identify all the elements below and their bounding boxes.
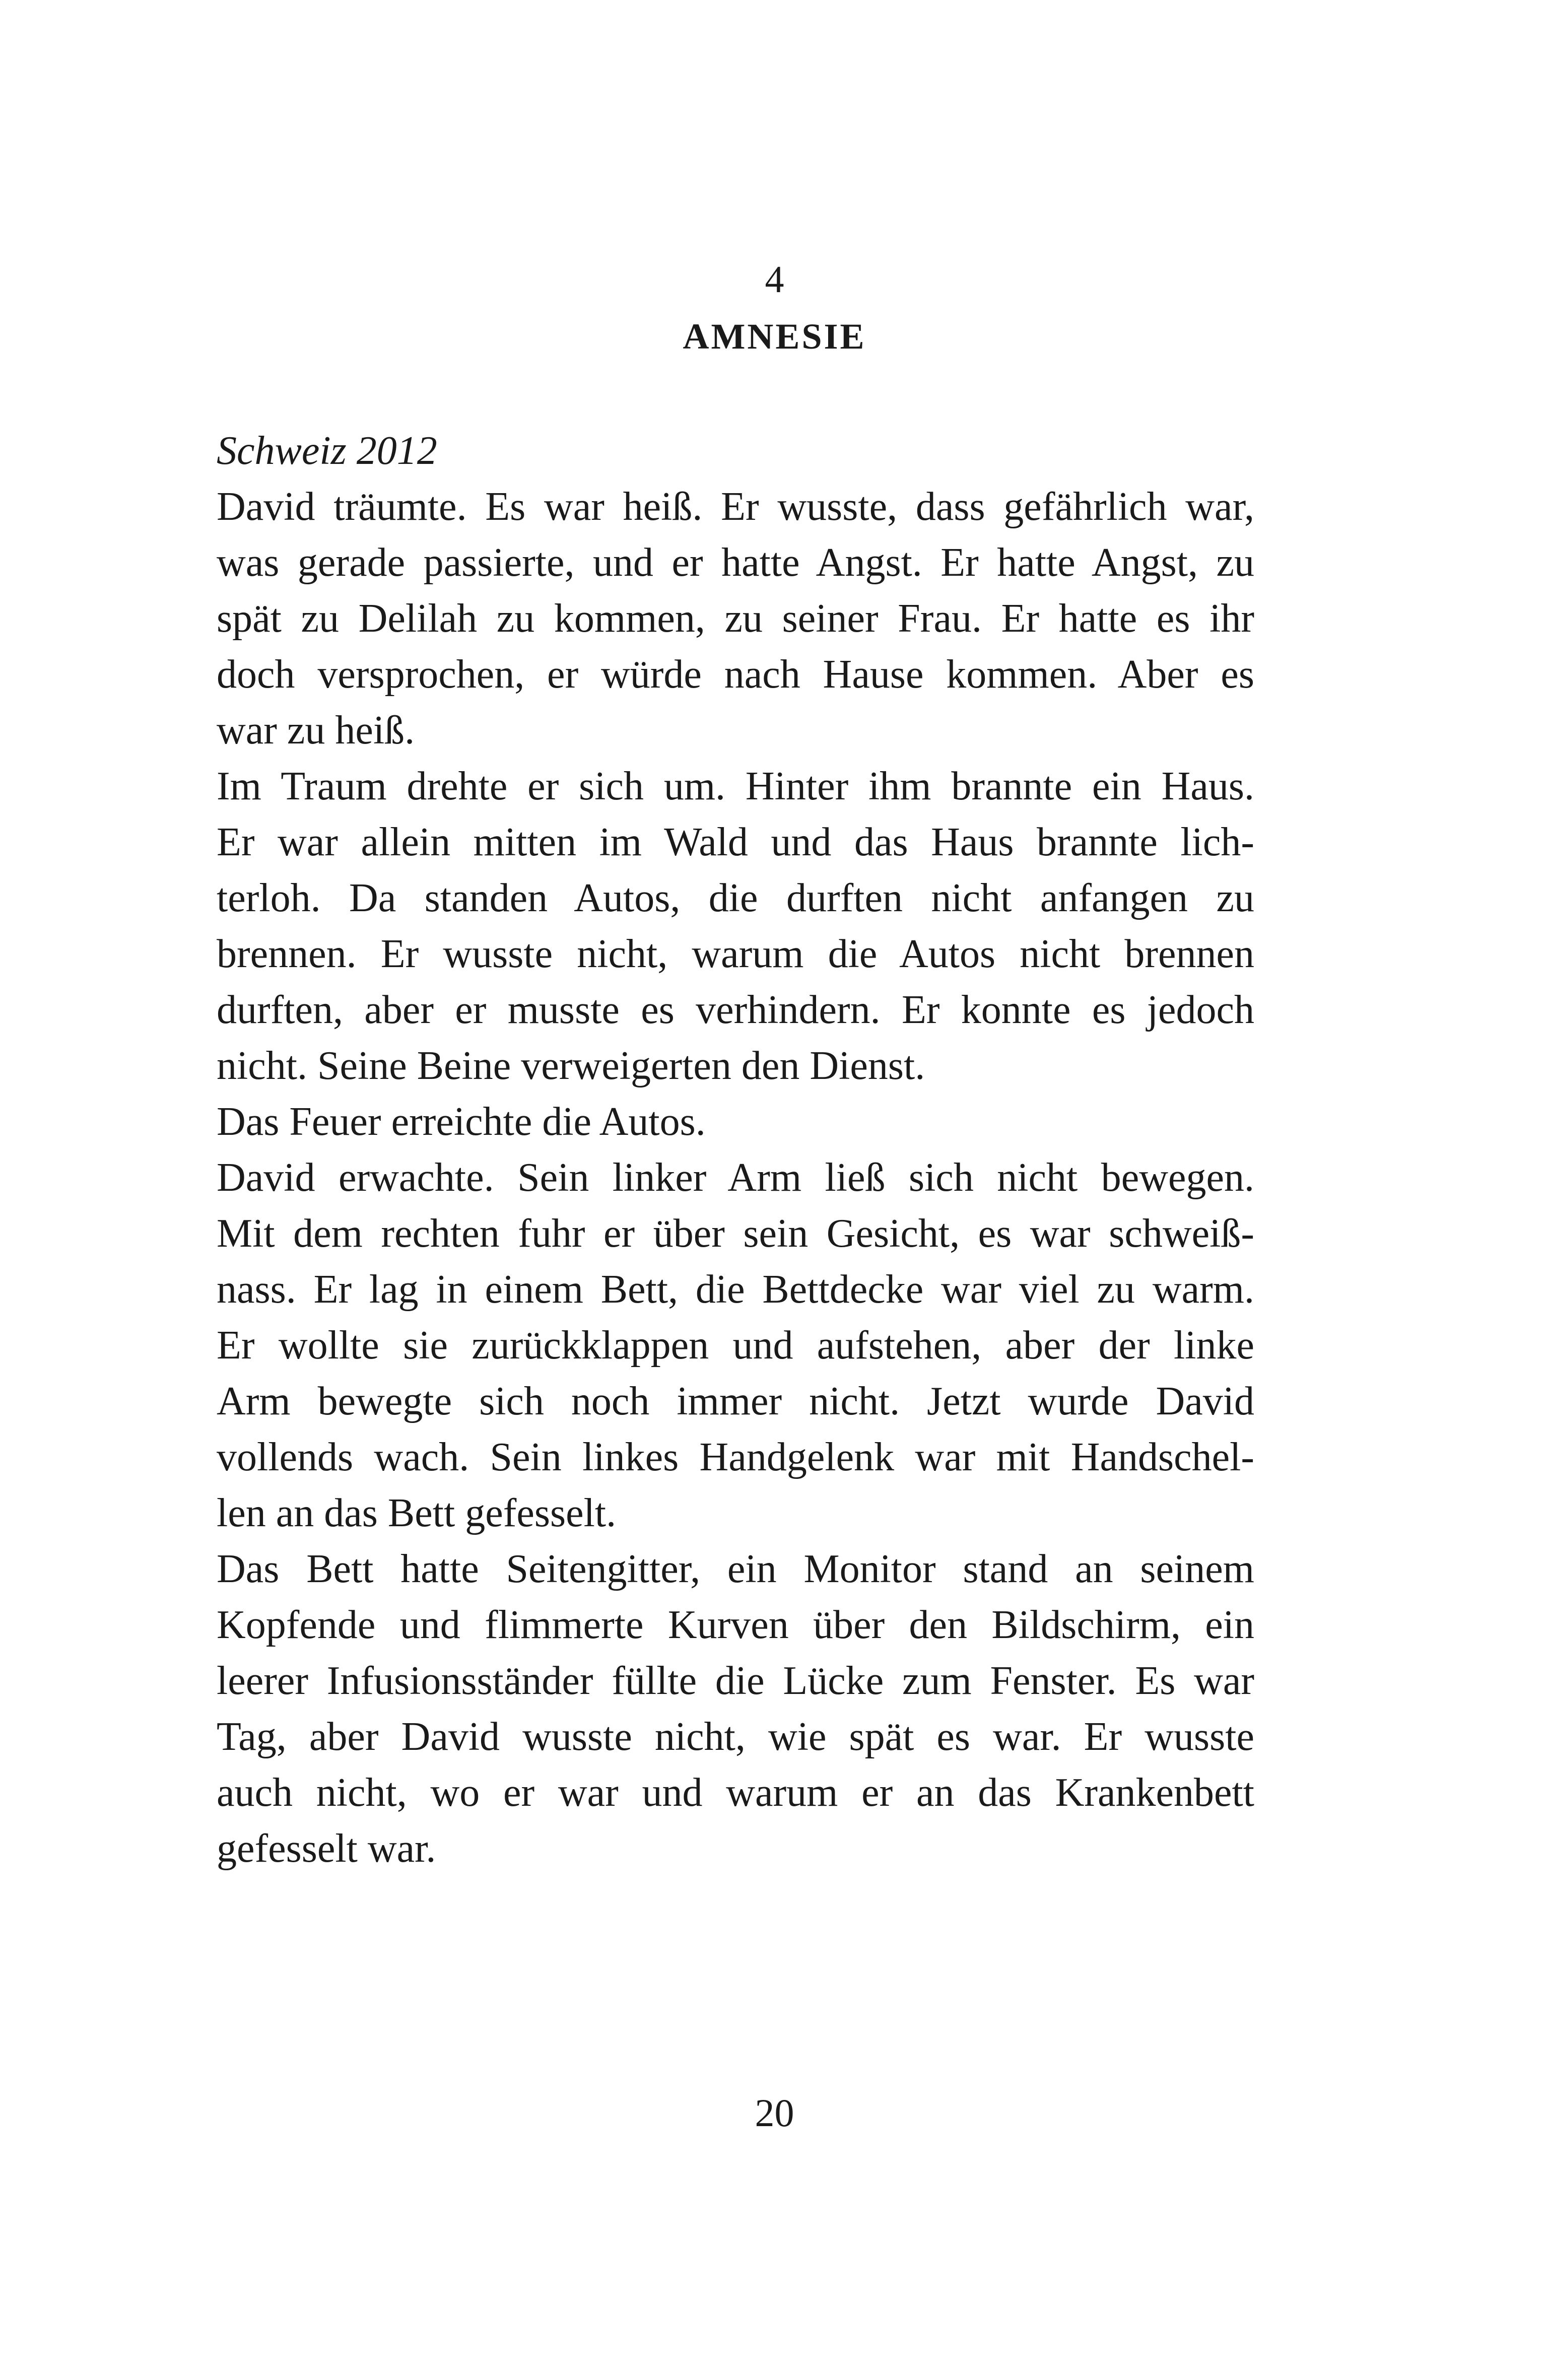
paragraph-lines (217, 479, 1254, 1877)
text-line: leerer Infusionsständer füllte die Lücke zum Fenster. Es war (217, 1659, 1254, 1703)
text-line: Er war allein mitten im Wald und das Haus brannte lich- (217, 820, 1254, 864)
text-line: Er wollte sie zurückklappen und aufstehen, aber der linke (217, 1323, 1254, 1368)
text-line: terloh. Da standen Autos, die durften nicht anfangen zu (217, 876, 1254, 920)
text-line: Das Feuer erreichte die Autos. (217, 1100, 706, 1144)
page-number: 20 (755, 2091, 794, 2135)
text-line: len an das Bett gefesselt. (217, 1491, 617, 1535)
text-line: doch versprochen, er würde nach Hause kommen. Aber es (217, 652, 1254, 697)
place-date: Schweiz 2012 (217, 429, 437, 473)
text-line: David träumte. Es war heiß. Er wusste, dass gefährlich war, (217, 485, 1254, 529)
text-line: Kopfende und flimmerte Kurven über den Bildschirm, ein (217, 1603, 1254, 1647)
text-line: vollends wach. Sein linkes Handgelenk war mit Handschel- (217, 1435, 1254, 1479)
text-line: durften, aber er musste es verhindern. Er konnte es jedoch (217, 988, 1254, 1032)
chapter-title: AMNESIE (683, 316, 866, 357)
text-line: war zu heiß. (217, 708, 415, 753)
chapter-number: 4 (765, 258, 784, 301)
text-line: David erwachte. Sein linker Arm ließ sich nicht bewegen. (217, 1155, 1254, 1200)
text-line: Das Bett hatte Seitengitter, ein Monitor stand an seinem (217, 1547, 1254, 1591)
text-line: auch nicht, wo er war und warum er an das Krankenbett (217, 1771, 1254, 1815)
text-line: nass. Er lag in einem Bett, die Bettdecke war viel zu warm. (217, 1267, 1254, 1312)
body-text (217, 423, 1254, 1877)
text-line: Arm bewegte sich noch immer nicht. Jetzt wurde David (217, 1379, 1254, 1423)
text-line: Tag, aber David wusste nicht, wie spät es war. Er wusste (217, 1715, 1254, 1759)
text-line: brennen. Er wusste nicht, warum die Autos nicht brennen (217, 932, 1254, 976)
text-line: gefesselt war. (217, 1826, 436, 1871)
text-line: spät zu Delilah zu kommen, zu seiner Frau. Er hatte es ihr (217, 596, 1254, 641)
text-line: Im Traum drehte er sich um. Hinter ihm brannte ein Haus. (217, 764, 1254, 808)
text-line: Mit dem rechten fuhr er über sein Gesicht, es war schweiß- (217, 1211, 1254, 1256)
text-line: was gerade passierte, und er hatte Angst. Er hatte Angst, zu (217, 540, 1254, 585)
text-line: nicht. Seine Beine verweigerten den Dienst. (217, 1044, 925, 1088)
